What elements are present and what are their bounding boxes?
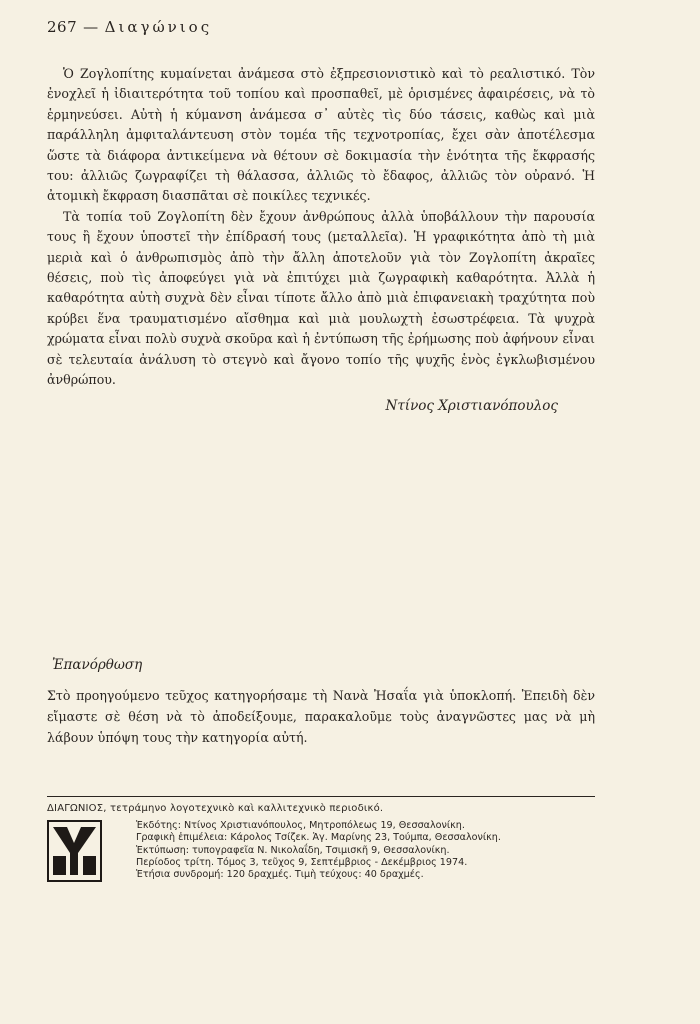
author-signature: Ντίνος Χριστιανόπουλος	[385, 398, 558, 414]
colophon-design: Γραφικὴ ἐπιμέλεια: Κάρολος Τσίζεκ. Ἁγ. Μαρίνης 23, Τούμπα, Θεσσαλονίκη.	[136, 832, 501, 844]
diagonios-logo-icon	[47, 820, 102, 882]
article-paragraph: Τὰ τοπία τοῦ Ζογλοπίτη δὲν ἔχουν ἀνθρώπους ἀλλὰ ὑποβάλλουν τὴν παρουσία τους ἢ ἔχουν ὑποστεῖ τὴν ἐπίδρασή τους (μεταλλεῖα). Ἡ γραφικότητα ἀπὸ τὴ μιὰ μεριὰ καὶ ὁ ἀνθρωπισμὸς ἀπὸ τὴν ἄλλη ἀποτελοῦν γιὰ τὸν Ζογλοπίτη ἀκραῖες θέσεις, ποὺ τὶς ἀποφεύγει γιὰ νὰ ἐπιτύχει μιὰ ζωγραφικὴ καθαρότητα. Ἀλλὰ ἡ καθαρότητα αὐτὴ συχνὰ δὲν εἶναι τίποτε ἄλλο ἀπὸ μιὰ ἐπιφανειακὴ τραχύτητα ποὺ κρύβει ἕνα τραυματισμένο αἴσθημα καὶ μιὰ μουλωχτὴ ἐσωστρέφεια. Τὰ ψυχρὰ χρώματα εἶναι πολὺ συχνὰ σκοῦρα καὶ ἡ ἐντύπωση τῆς ἐρήμωσης ποὺ ἀφήνουν εἶναι σὲ τελευταία ἀνάλυση τὸ στεγνὸ καὶ ἄγονο τοπίο τῆς ψυχῆς ἑνὸς ἐγκλωβισμένου ἀνθρώπου.	[47, 208, 595, 388]
correction-title: Ἐπανόρθωση	[52, 657, 143, 673]
article-body	[47, 64, 595, 391]
colophon-issue: Περίοδος τρίτη. Τόμος 3, τεῦχος 9, Σεπτέμβριος - Δεκέμβριος 1974.	[136, 856, 468, 868]
article-paragraph: Ὁ Ζογλοπίτης κυμαίνεται ἀνάμεσα στὸ ἐξπρεσιονιστικὸ καὶ τὸ ρεαλιστικό. Τὸν ἐνοχλεῖ ἡ ἰδιαιτερότητα τοῦ τοπίου καὶ προσπαθεῖ, μὲ ὁρισμένες ἀφαιρέσεις, νὰ τὸ ἑρμηνεύσει. Αὐτὴ ἡ κύμανση ἀνάμεσα σ᾽ αὐτὲς τὶς δύο τάσεις, καθὼς καὶ μιὰ παράλληλη ἀμφιταλάντευση στὸν τομέα τῆς τεχνοτροπίας, ἔχει σὰν ἀποτέλεσμα ὥστε τὰ διάφορα ἀντικείμενα νὰ θέτουν σὲ δοκιμασία τὴν ἑνότητα τῆς ἔκφρασής του: ἀλλιῶς ζωγραφίζει τὴ θάλασσα, ἀλλιῶς τὸ ἔδαφος, ἀλλιῶς τὸν οὐρανό. Ἡ ἀτομικὴ ἔκφραση διασπᾶται σὲ ποικίλες τεχνικές.	[47, 66, 595, 204]
colophon-divider	[47, 796, 595, 797]
colophon-subscription: Ἐτήσια συνδρομή: 120 δραχμές. Τιμὴ τεύχους: 40 δραχμές.	[136, 869, 424, 881]
page-number: 267	[47, 18, 78, 36]
journal-name: Διαγώνιος	[104, 18, 213, 36]
colophon-title-line: ΔΙΑΓΩΝΙΟΣ, τετράμηνο λογοτεχνικὸ καὶ καλλιτεχνικὸ περιοδικό.	[47, 803, 384, 814]
colophon-printing: Ἐκτύπωση: τυπογραφεῖα Ν. Νικολαΐδη, Τσιμισκῆ 9, Θεσσαλονίκη.	[136, 844, 450, 856]
header-separator: —	[83, 18, 99, 36]
colophon-details	[136, 820, 606, 881]
correction-text: Στὸ προηγούμενο τεῦχος κατηγορήσαμε τὴ Νανὰ Ἠσαΐα γιὰ ὑποκλοπή. Ἐπειδὴ δὲν εἴμαστε σὲ θέση νὰ τὸ ἀποδείξουμε, παρακαλοῦμε τοὺς ἀναγνῶστες μας νὰ μὴ λάβουν ὑπόψη τους τὴν κατηγορία αὐτή.	[47, 688, 595, 745]
colophon-publisher: Ἐκδότης: Ντίνος Χριστιανόπουλος, Μητροπόλεως 19, Θεσσαλονίκη.	[136, 820, 465, 831]
running-header	[47, 18, 212, 36]
